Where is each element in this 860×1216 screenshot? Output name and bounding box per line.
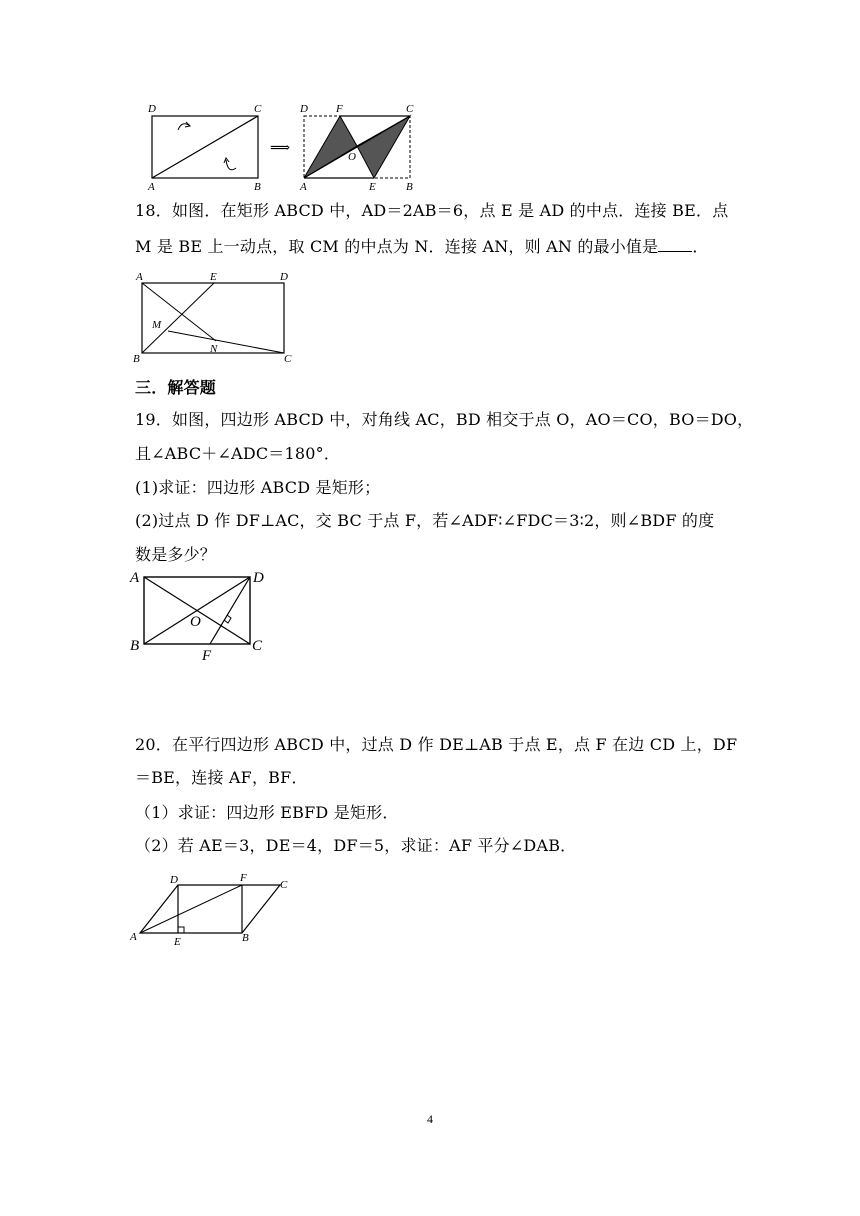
label-B: B bbox=[242, 932, 249, 944]
label-A: A bbox=[148, 181, 155, 193]
segment-MC bbox=[168, 331, 284, 353]
label-A: A bbox=[136, 271, 143, 283]
q19-line1: 19．如图，四边形 ABCD 中，对角线 AC，BD 相交于点 O，AO＝CO，BO＝DO， bbox=[135, 410, 754, 429]
q20-figure bbox=[128, 870, 298, 950]
label-E: E bbox=[210, 271, 217, 283]
label-N: N bbox=[210, 343, 218, 355]
q18-line1: 18．如图．在矩形 ABCD 中，AD＝2AB＝6，点 E 是 AD 的中点．连接 BE．点 bbox=[135, 201, 729, 220]
label-F: F bbox=[202, 648, 212, 662]
label-B: B bbox=[254, 181, 261, 193]
q20-line3: （1）求证：四边形 EBFD 是矩形． bbox=[135, 803, 399, 822]
label-B: B bbox=[406, 181, 413, 193]
q20-line1: 20．在平行四边形 ABCD 中，过点 D 作 DE⊥AB 于点 E，点 F 在边 CD 上，DF bbox=[135, 735, 738, 754]
shaded-triangle-left bbox=[304, 116, 357, 178]
answer-blank bbox=[658, 237, 692, 252]
label-C: C bbox=[252, 638, 263, 654]
label-D: D bbox=[170, 874, 178, 886]
right-angle-mark bbox=[178, 927, 184, 933]
parallelogram-ABCD bbox=[140, 885, 280, 933]
q19-line4: (2)过点 D 作 DF⊥AC，交 BC 于点 F，若∠ADF∶∠FDC＝3∶2，则∠BDF 的度 bbox=[135, 511, 715, 530]
label-B: B bbox=[130, 638, 140, 654]
label-B: B bbox=[133, 353, 140, 364]
shaded-triangle-right bbox=[357, 116, 410, 178]
section-heading: 三．解答题 bbox=[135, 378, 217, 397]
q19-line3: (1)求证：四边形 ABCD 是矩形； bbox=[135, 478, 381, 497]
label-C: C bbox=[280, 879, 288, 891]
segment-BE bbox=[142, 283, 214, 353]
q19-line2: 且∠ABC＋∠ADC＝180°． bbox=[135, 444, 341, 463]
label-A: A bbox=[300, 181, 307, 193]
label-D: D bbox=[253, 570, 264, 586]
label-C: C bbox=[254, 103, 262, 115]
segment-AF bbox=[140, 885, 242, 933]
left-diagonal bbox=[152, 116, 258, 178]
q18-line2-text: M 是 BE 上一动点，取 CM 的中点为 N．连接 AN，则 AN 的最小值是 bbox=[135, 237, 659, 256]
label-O: O bbox=[190, 614, 201, 630]
page-number: 4 bbox=[427, 1112, 433, 1126]
label-F: F bbox=[336, 103, 343, 115]
q20-line2: ＝BE，连接 AF，BF． bbox=[135, 768, 308, 787]
top-figure bbox=[140, 100, 430, 195]
q18-line2 bbox=[135, 237, 709, 257]
label-C: C bbox=[284, 353, 292, 364]
label-E: E bbox=[369, 181, 376, 193]
label-A: A bbox=[130, 931, 137, 943]
label-F: F bbox=[240, 872, 247, 884]
label-M: M bbox=[152, 319, 162, 331]
q20-line4: （2）若 AE＝3，DE＝4，DF＝5，求证：AF 平分∠DAB． bbox=[135, 836, 577, 855]
label-A: A bbox=[130, 570, 140, 586]
label-D: D bbox=[148, 103, 156, 115]
label-O: O bbox=[348, 151, 356, 163]
rotate-arrow-bottom bbox=[226, 160, 236, 170]
segment-DF bbox=[210, 577, 250, 644]
q19-figure bbox=[128, 566, 278, 662]
label-D: D bbox=[300, 103, 308, 115]
q18-line2-end: ． bbox=[692, 237, 709, 256]
label-E: E bbox=[174, 936, 181, 948]
q18-figure bbox=[130, 268, 300, 364]
q19-line5: 数是多少？ bbox=[135, 545, 217, 564]
label-D: D bbox=[280, 271, 288, 283]
label-C: C bbox=[406, 103, 414, 115]
transform-arrow: ⟹ bbox=[270, 141, 291, 156]
